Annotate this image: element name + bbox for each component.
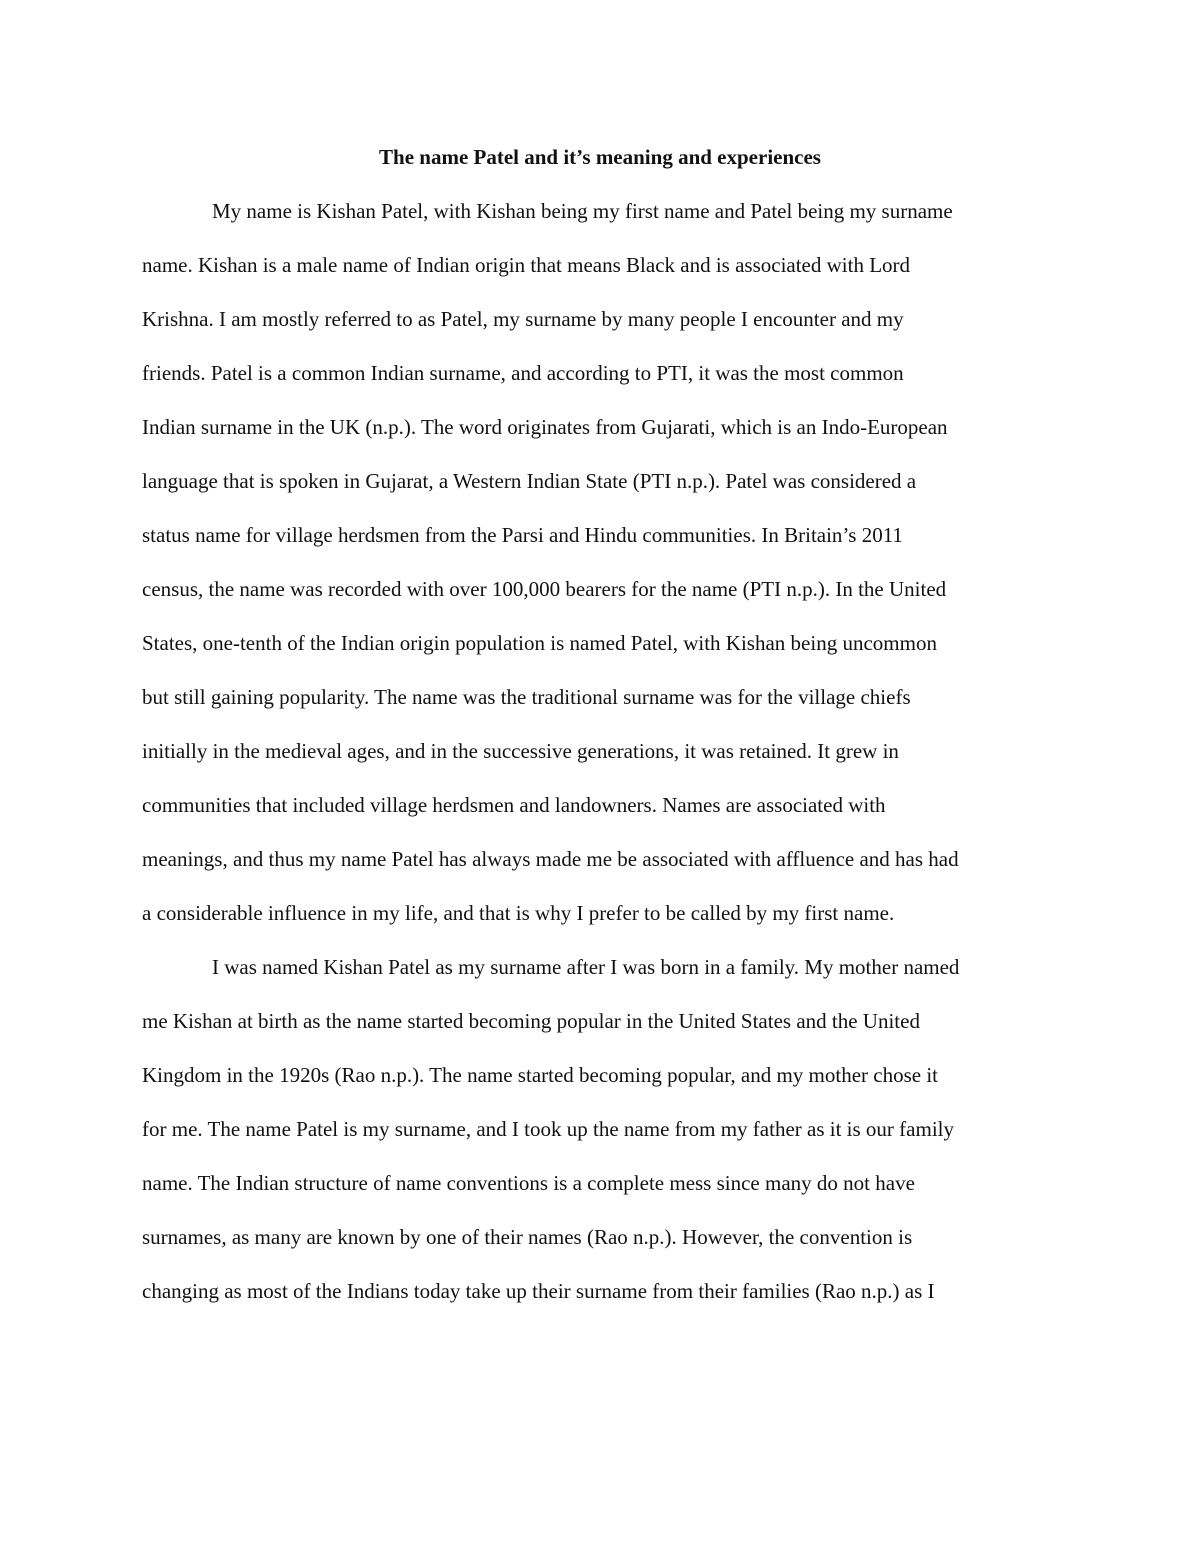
paragraph-line: Kingdom in the 1920s (Rao n.p.). The name started becoming popular, and my mother chose it	[142, 1063, 939, 1087]
paragraph-line: name. The Indian structure of name conventions is a complete mess since many do not have	[142, 1171, 915, 1195]
paragraph-line: census, the name was recorded with over 100,000 bearers for the name (PTI n.p.). In the United	[142, 577, 947, 601]
paragraph-line: language that is spoken in Gujarat, a Western Indian State (PTI n.p.). Patel was considered a	[142, 469, 917, 493]
paragraph-line: surnames, as many are known by one of their names (Rao n.p.). However, the convention is	[142, 1225, 913, 1249]
paragraph-line: meanings, and thus my name Patel has always made me be associated with affluence and has had	[142, 847, 959, 871]
paragraph-line: me Kishan at birth as the name started becoming popular in the United States and the United	[142, 1009, 920, 1033]
paragraph-line: for me. The name Patel is my surname, and I took up the name from my father as it is our family	[142, 1117, 954, 1141]
paragraph-line: friends. Patel is a common Indian surname, and according to PTI, it was the most common	[142, 361, 904, 385]
paragraph-line: a considerable influence in my life, and that is why I prefer to be called by my first name.	[142, 901, 895, 925]
paragraph-line: I was named Kishan Patel as my surname after I was born in a family. My mother named	[212, 955, 960, 979]
paragraph-line: My name is Kishan Patel, with Kishan being my first name and Patel being my surname	[212, 199, 953, 223]
paragraph-line: status name for village herdsmen from the Parsi and Hindu communities. In Britain’s 2011	[142, 523, 903, 547]
document-title: The name Patel and it’s meaning and experiences	[379, 145, 821, 169]
paragraph-line: changing as most of the Indians today take up their surname from their families (Rao n.p.) as I	[142, 1279, 935, 1303]
paragraph-line: Krishna. I am mostly referred to as Patel, my surname by many people I encounter and my	[142, 307, 904, 331]
paragraph-line: States, one-tenth of the Indian origin population is named Patel, with Kishan being uncommon	[142, 631, 937, 655]
paragraph-line: but still gaining popularity. The name was the traditional surname was for the village chiefs	[142, 685, 911, 709]
paragraph-line: Indian surname in the UK (n.p.). The word originates from Gujarati, which is an Indo-European	[142, 415, 948, 439]
paragraph-line: name. Kishan is a male name of Indian origin that means Black and is associated with Lord	[142, 253, 911, 277]
paragraph-line: communities that included village herdsmen and landowners. Names are associated with	[142, 793, 886, 817]
paragraph-line: initially in the medieval ages, and in the successive generations, it was retained. It grew in	[142, 739, 899, 763]
